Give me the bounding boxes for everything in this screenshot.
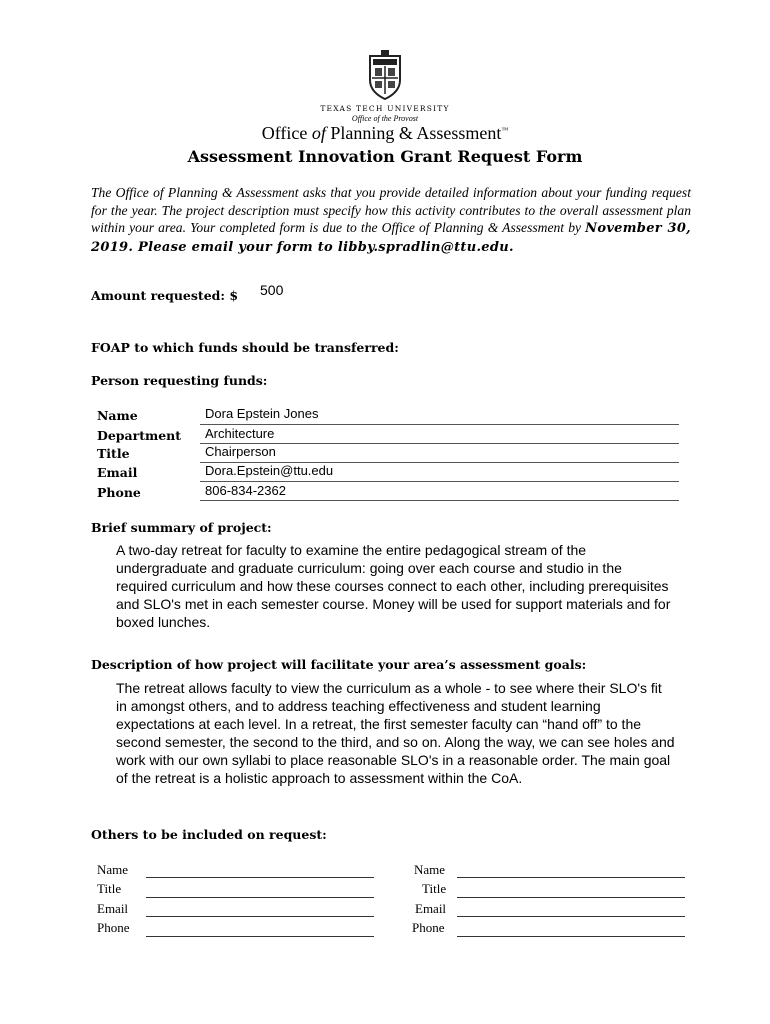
other1-title-label: Title — [97, 881, 122, 896]
other2-title-label: Title — [422, 881, 447, 896]
name-label: Name — [97, 408, 138, 423]
other2-name-field[interactable] — [457, 877, 685, 878]
name-underline — [200, 424, 679, 425]
other1-phone-field[interactable] — [146, 936, 374, 937]
other1-name-label: Name — [97, 862, 129, 877]
department-field[interactable]: Architecture — [205, 426, 275, 441]
name-field[interactable]: Dora Epstein Jones — [205, 406, 319, 421]
other2-phone-label: Phone — [412, 920, 445, 935]
email-label: Email — [97, 465, 138, 480]
email-field[interactable]: Dora.Epstein@ttu.edu — [205, 463, 334, 478]
amount-value[interactable]: 500 — [260, 282, 284, 298]
other2-phone-field[interactable] — [457, 936, 685, 937]
other2-email-field[interactable] — [457, 916, 685, 917]
description-text[interactable]: The retreat allows faculty to view the curriculum as a whole - to see where their SLO's fit in amongst others, and to address teaching effectiveness and student learning expectations at each level. In a retreat, the first semester faculty can “hand off” to the second semester, the second to the third, and so on. Along the way, we can see holes and work with our own syllabi to place reasonable SLO's in a reasonable order. The main goal of the retreat is a holistic approach to assessment within the CoA. — [116, 680, 675, 786]
summary-text[interactable]: A two-day retreat for faculty to examine the entire pedagogical stream of the undergraduate and graduate curriculum: going over each course and studio in the required curriculum and how these courses connect to each other, including prerequisites and SLO's met in each semester course. Money will be used for support materials and for boxed lunches. — [116, 542, 671, 630]
phone-underline — [200, 500, 679, 501]
university-name: TEXAS TECH UNIVERSITY — [320, 104, 450, 113]
office-name: Office of Planning & Assessment™ — [261, 123, 509, 143]
summary-heading: Brief summary of project: — [91, 520, 272, 535]
title-field[interactable]: Chairperson — [205, 444, 276, 459]
description-heading: Description of how project will facilitate your area’s assessment goals: — [91, 657, 587, 672]
others-heading: Others to be included on request: — [91, 827, 327, 842]
provost-office: Office of the Provost — [351, 114, 419, 123]
email-underline — [200, 481, 679, 482]
department-label: Department — [97, 428, 182, 443]
other1-email-field[interactable] — [146, 916, 374, 917]
deadline-text: November 30, 2019. Please email your form to libby.spradlin@ttu.edu. — [91, 221, 691, 255]
form-title: Assessment Innovation Grant Request Form — [187, 147, 583, 166]
intro-paragraph: The Office of Planning & Assessment asks that you provide detailed information about your funding request for the year. The project description must specify how this activity contributes to the overall assessment plan within your area. Your completed form is due to the Office of Planning & Assessment by November 30, 2019. Please email your form to libby.spradlin@ttu.edu. — [91, 185, 691, 255]
other2-email-label: Email — [415, 901, 447, 916]
other1-phone-label: Phone — [97, 920, 130, 935]
other2-title-field[interactable] — [457, 897, 685, 898]
foap-label: FOAP to which funds should be transferred: — [91, 340, 399, 355]
other1-title-field[interactable] — [146, 897, 374, 898]
texas-tech-seal-logo — [366, 50, 404, 100]
person-heading: Person requesting funds: — [91, 373, 268, 388]
other2-name-label: Name — [414, 862, 446, 877]
phone-field[interactable]: 806-834-2362 — [205, 483, 286, 498]
title-label: Title — [97, 446, 130, 461]
amount-label: Amount requested: $ — [91, 288, 239, 303]
other1-email-label: Email — [97, 901, 129, 916]
other1-name-field[interactable] — [146, 877, 374, 878]
phone-label: Phone — [97, 485, 141, 500]
